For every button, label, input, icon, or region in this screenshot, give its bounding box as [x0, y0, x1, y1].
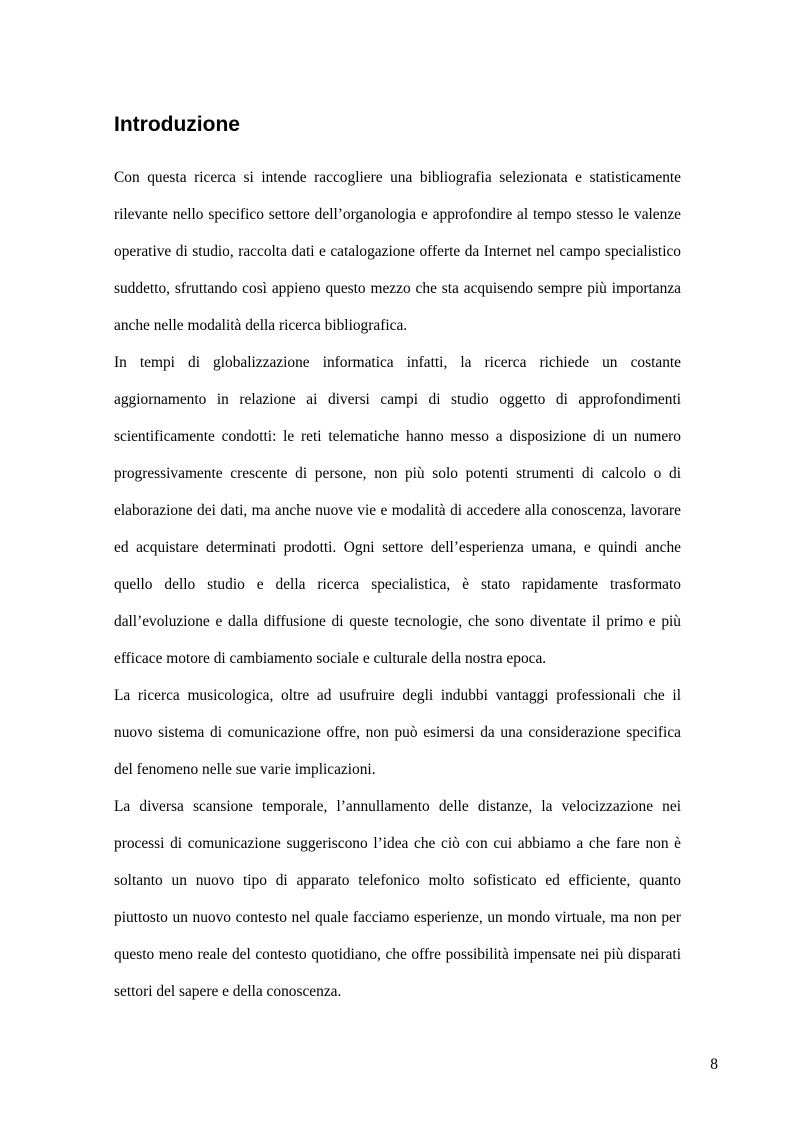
paragraph: La ricerca musicologica, oltre ad usufruire degli indubbi vantaggi professionali che il nuovo sistema di comunicazione offre, non può esimersi da una considerazione specifica del fenomeno nelle sue varie implicazioni.	[114, 687, 681, 778]
paragraph: Con questa ricerca si intende raccogliere una bibliografia selezionata e statisticamente rilevante nello specifico settore dell’organologia e approfondire al tempo stesso le valenze operative di studio, raccolta dati e catalogazione offerte da Internet nel campo specialistico suddetto, sfruttando così appieno questo mezzo che sta acquisendo sempre più importanza anche nelle modalità della ricerca bibliografica.	[114, 169, 681, 334]
section-heading: Introduzione	[114, 113, 240, 136]
page-number: 8	[710, 1056, 718, 1073]
body-text	[114, 159, 681, 1010]
paragraph: In tempi di globalizzazione informatica infatti, la ricerca richiede un costante aggiornamento in relazione ai diversi campi di studio oggetto di approfondimenti scientificamente condotti: le reti telematiche hanno messo a disposizione di un numero progressivamente crescente di persone, non più solo potenti strumenti di calcolo o di elaborazione dei dati, ma anche nuove vie e modalità di accedere alla conoscenza, lavorare ed acquistare determinati prodotti. Ogni settore dell’esperienza umana, e quindi anche quello dello studio e della ricerca specialistica, è stato rapidamente trasformato dall’evoluzione e dalla diffusione di queste tecnologie, che sono diventate il primo e più efficace motore di cambiamento sociale e culturale della nostra epoca.	[114, 354, 681, 667]
paragraph: La diversa scansione temporale, l’annullamento delle distanze, la velocizzazione nei processi di comunicazione suggeriscono l’idea che ciò con cui abbiamo a che fare non è soltanto un nuovo tipo di apparato telefonico molto sofisticato ed efficiente, quanto piuttosto un nuovo contesto nel quale facciamo esperienze, un mondo virtuale, ma non per questo meno reale del contesto quotidiano, che offre possibilità impensate nei più disparati settori del sapere e della conoscenza.	[114, 798, 681, 1000]
